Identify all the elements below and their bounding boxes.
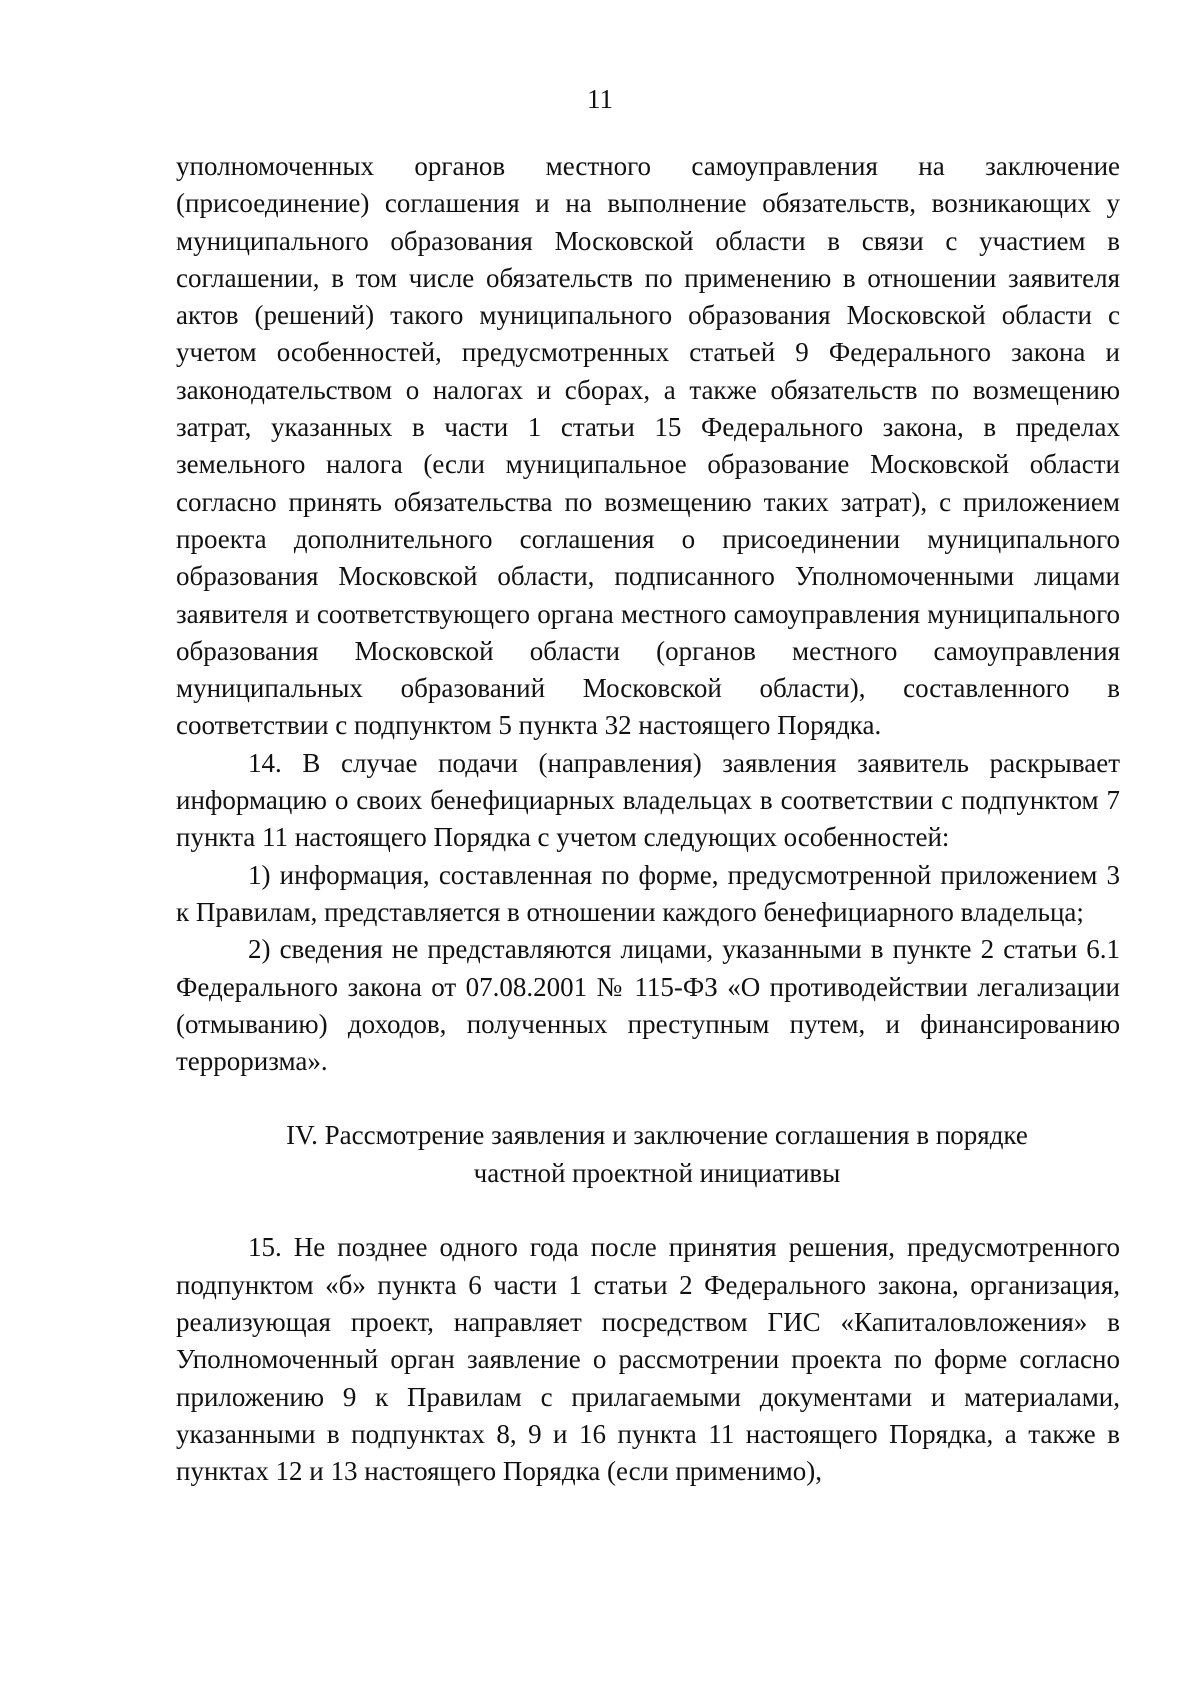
paragraph-continuation: уполномоченных органов местного самоуправления на заключение (присоединение) соглашения и на выполнение обязательств, возникающих у муниципального образования Московской области в связи с участием в соглашении, в том числе обязательств по применению в отношении заявителя актов (решений) такого муниципального образования Московской области с учетом особенностей, предусмотренных статьей 9 Федерального закона и законодательством о налогах и сборах, а также обязательств по возмещению затрат, указанных в части 1 статьи 15 Федерального закона, в пределах земельного налога (если муниципальное образование Московской области согласно принять обязательства по возмещению таких затрат), с приложением проекта дополнительного соглашения о присоединении муниципального образования Московской области, подписанного Уполномоченными лицами заявителя и соответствующего органа местного самоуправления муниципального образования Московской области (органов местного самоуправления муниципальных образований Московской области), составленного в соответствии с подпунктом 5 пункта 32 настоящего Порядка. (176, 151, 1120, 741)
section-heading-line-2: частной проектной инициативы (473, 1157, 841, 1188)
section-heading (176, 1117, 1120, 1192)
paragraph-15: 15. Не позднее одного года после принятия решения, предусмотренного подпунктом «б» пункта 6 части 1 статьи 2 Федерального закона, организация, реализующая проект, направляет посредством ГИС «Капиталовложения» в Уполномоченный орган заявление о рассмотрении проекта по форме согласно приложению 9 к Правилам с прилагаемыми документами и материалами, указанными в подпунктах 8, 9 и 16 пункта 11 настоящего Порядка, а также в пунктах 12 и 13 настоящего Порядка (если применимо), (176, 1232, 1120, 1487)
document-body (176, 148, 1120, 1491)
paragraph-14-item-1: 1) информация, составленная по форме, предусмотренной приложением 3 к Правилам, представляется в отношении каждого бенефициарного владельца; (176, 859, 1120, 927)
section-heading-line-1: IV. Рассмотрение заявления и заключение соглашения в порядке (286, 1120, 1028, 1151)
paragraph-14-item-2: 2) сведения не представляются лицами, указанными в пункте 2 статьи 6.1 Федерального закона от 07.08.2001 № 115-ФЗ «О противодействии легализации (отмыванию) доходов, полученных преступным путем, и финансированию терроризма». (176, 934, 1120, 1077)
paragraph-14: 14. В случае подачи (направления) заявления заявитель раскрывает информацию о своих бенефициарных владельцах в соответствии с подпунктом 7 пункта 11 настоящего Порядка с учетом следующих особенностей: (176, 747, 1120, 853)
page-number: 11 (587, 84, 613, 114)
